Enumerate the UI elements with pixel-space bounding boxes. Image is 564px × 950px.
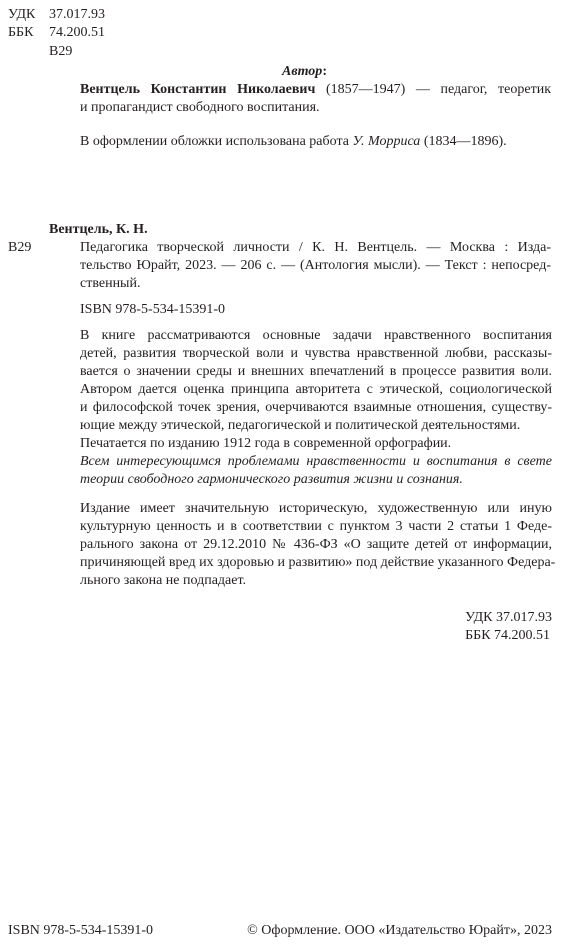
abstract-line-4: Автором дается оценка принципа авторитета с этической, социологической xyxy=(80,382,552,397)
udk-bottom: УДК 37.017.93 xyxy=(465,610,552,625)
cover-note-suffix: (1834—1896). xyxy=(420,134,507,149)
bib-isbn: ISBN 978-5-534-15391-0 xyxy=(80,302,226,317)
bib-author-heading xyxy=(49,221,148,239)
audience-line-2: теории свободного гармонического развития жизни и сознания. xyxy=(80,472,463,487)
abstract-line-2: детей, развития творческой воли и чувства нравственной любви, рассказы- xyxy=(80,346,552,361)
legal-line-4: причиняющей вред их здоровью и развитию» под действие указанного Федера- xyxy=(80,555,556,570)
footer-isbn: ISBN 978-5-534-15391-0 xyxy=(8,923,154,938)
legal-line-1: Издание имеет значительную историческую, художественную или иную xyxy=(80,501,552,516)
cover-note-artist: У. Морриса xyxy=(352,134,421,149)
udk-value: 37.017.93 xyxy=(49,7,105,22)
abstract xyxy=(80,327,552,489)
author-name: Вентцель Константин Николаевич xyxy=(80,82,316,97)
author-bio-line-1 xyxy=(80,81,551,99)
author-sign: В29 xyxy=(49,44,73,59)
bib-sign: В29 xyxy=(8,240,32,255)
bib-description xyxy=(80,239,551,293)
bib-line-2: тельство Юрайт, 2023. — 206 с. — (Антология мысли). — Текст : непосред- xyxy=(80,258,551,273)
legal-line-3: рального закона от 29.12.2010 № 436-ФЗ «О защите детей от информации, xyxy=(80,537,552,552)
abstract-line-7: Печатается по изданию 1912 года в современной орфографии. xyxy=(80,436,452,451)
author-heading-colon: : xyxy=(322,64,327,79)
cover-note-prefix: В оформлении обложки использована работа xyxy=(80,134,353,149)
abstract-line-3: вается о значении среды и внешних впечатлений в процессе развития воли. xyxy=(80,364,552,379)
legal-line-2: культурную ценность и в соответствии с пунктом 3 части 2 статьи 1 Феде- xyxy=(80,519,552,534)
footer-copyright: © Оформление. ООО «Издательство Юрайт», 2023 xyxy=(247,923,552,938)
bib-author-name: Вентцель, К. Н. xyxy=(49,222,148,237)
audience-line-1: Всем интересующимся проблемами нравственности и воспитания в свете xyxy=(80,454,552,469)
udk-label: УДК xyxy=(8,7,36,22)
bbk-value: 74.200.51 xyxy=(49,25,105,40)
abstract-line-6: ющие между этической, педагогической и политической деятельностями. xyxy=(80,418,521,433)
legal-line-5: льного закона не подпадает. xyxy=(80,573,247,588)
abstract-line-1: В книге рассматриваются основные задачи нравственного воспитания xyxy=(80,328,552,343)
author-heading xyxy=(282,63,327,81)
author-heading-text: Автор xyxy=(282,64,323,79)
bbk-label: ББК xyxy=(8,25,34,40)
legal-notice xyxy=(80,500,556,590)
abstract-line-5: и философской точек зрения, очерчиваются взаимные отношения, существу- xyxy=(80,400,552,415)
classification-bottom xyxy=(465,609,552,645)
bbk-bottom: ББК 74.200.51 xyxy=(465,628,551,643)
author-bio-dates: (1857—1947) — педагог, теоретик xyxy=(315,82,551,97)
author-bio xyxy=(80,81,551,117)
bib-line-1: Педагогика творческой личности / К. Н. Вентцель. — Москва : Изда- xyxy=(80,240,551,255)
bib-line-3: ственный. xyxy=(80,276,141,291)
cover-note xyxy=(80,133,507,151)
author-bio-line-2: и пропагандист свободного воспитания. xyxy=(80,100,320,115)
